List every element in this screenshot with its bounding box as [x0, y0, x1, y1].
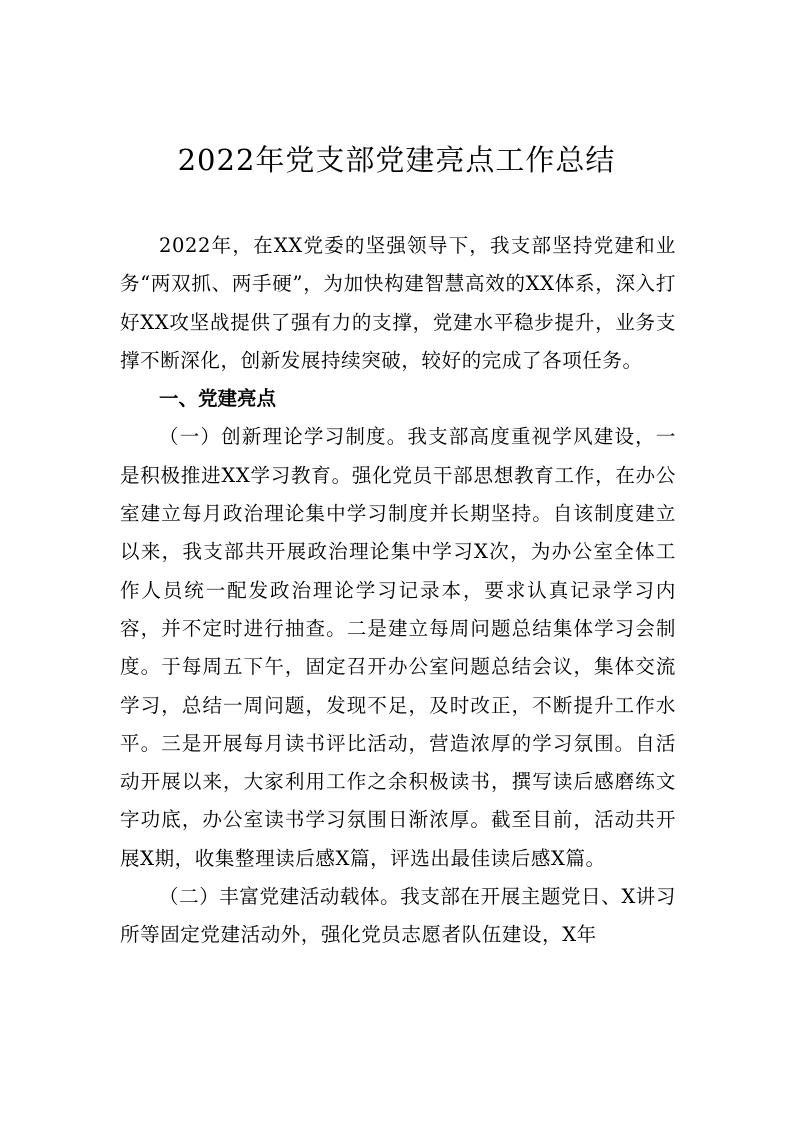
- document-body: [120, 227, 676, 955]
- intro-paragraph: 2022年，在XX党委的坚强领导下，我支部坚持党建和业务“两双抓、两手硬”，为加快构建智慧高效的XX体系，深入打好XX攻坚战提供了强有力的支撑，党建水平稳步提升，业务支撑不断深化，创新发展持续突破，较好的完成了各项任务。: [120, 234, 676, 372]
- body-paragraph: （一）创新理论学习制度。我支部高度重视学风建设，一是积极推进XX学习教育。强化党员干部思想教育工作，在办公室建立每月政治理论集中学习制度并长期坚持。自该制度建立以来，我支部共开展政治理论集中学习X次，为办公室全体工作人员统一配发政治理论学习记录本，要求认真记录学习内容，并不定时进行抽查。二是建立每周问题总结集体学习会制度。于每周五下午，固定召开办公室问题总结会议，集体交流学习，总结一周问题，发现不足，及时改正，不断提升工作水平。三是开展每月读书评比活动，营造浓厚的学习氛围。自活动开展以来，大家利用工作之余积极读书，撰写读后感磨练文字功底，办公室读书学习氛围日渐浓厚。截至目前，活动共开展X期，收集整理读后感X篇，评选出最佳读后感X篇。: [120, 425, 676, 870]
- section-heading: 一、党建亮点: [159, 387, 277, 411]
- document-title: 2022年党支部党建亮点工作总结: [177, 143, 616, 177]
- body-paragraph: （二）丰富党建活动载体。我支部在开展主题党日、X讲习所等固定党建活动外，强化党员志愿者队伍建设，X年: [120, 885, 676, 947]
